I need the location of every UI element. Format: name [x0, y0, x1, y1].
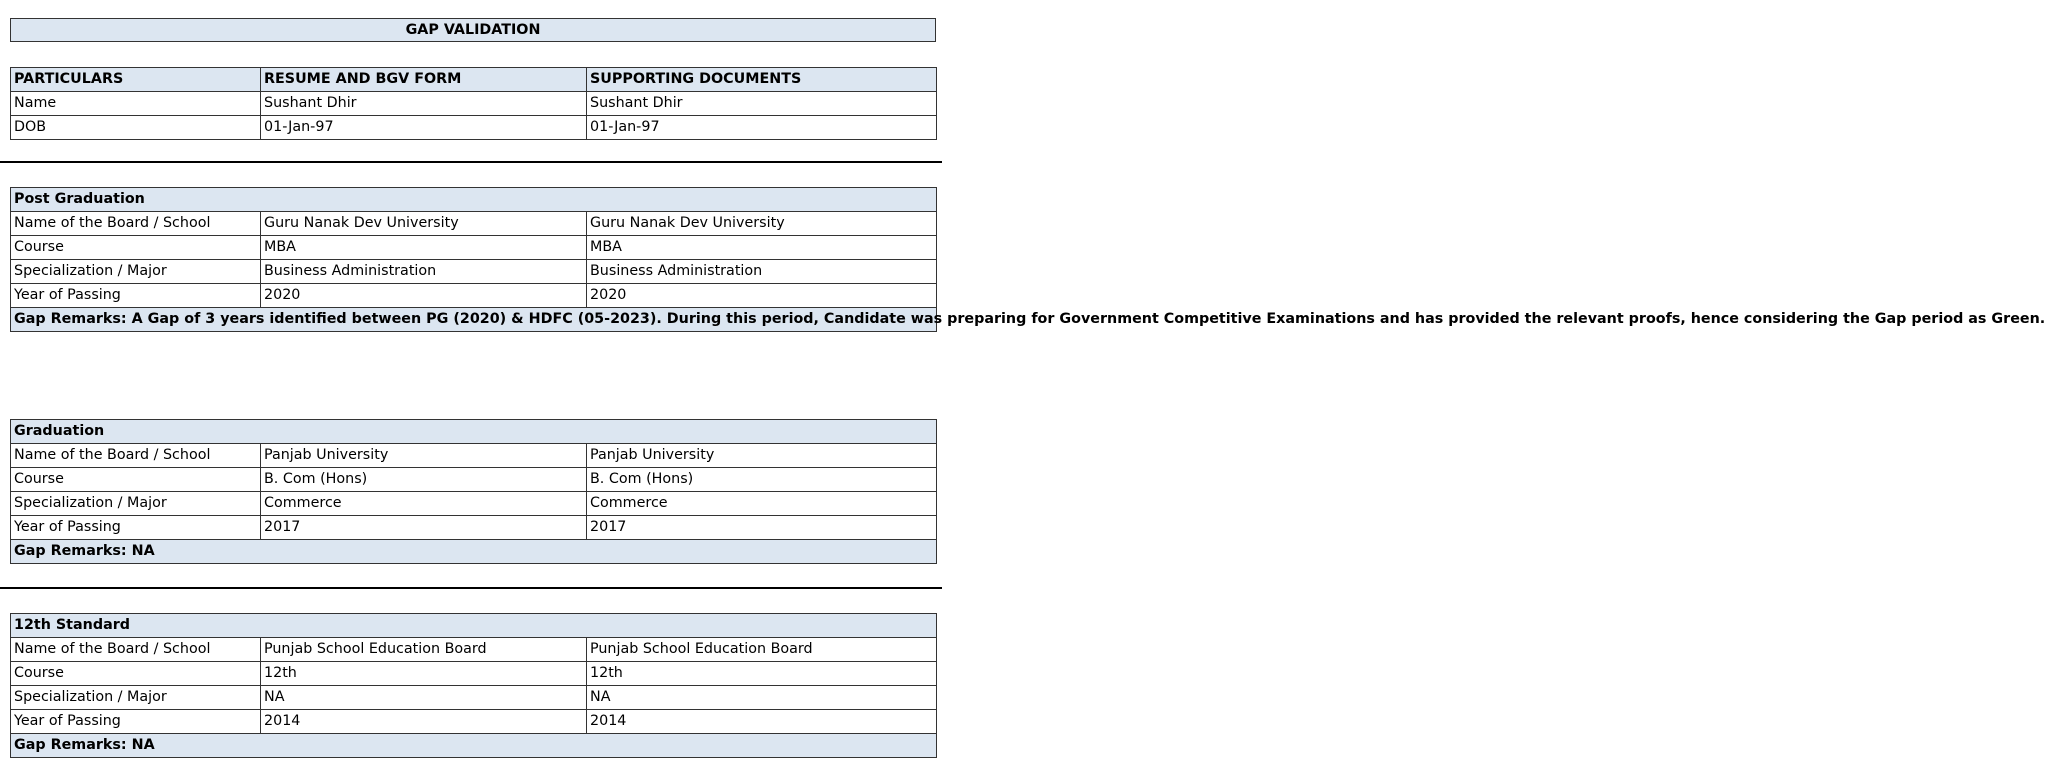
section-divider [0, 587, 942, 589]
table-row [11, 260, 937, 284]
resume-value: Sushant Dhir [261, 92, 587, 116]
table-row [11, 492, 937, 516]
table-row [11, 284, 937, 308]
section-heading: Graduation [11, 420, 937, 444]
table-row [11, 92, 937, 116]
supporting-value: Guru Nanak Dev University [587, 212, 937, 236]
supporting-value: Business Administration [587, 260, 937, 284]
row-label: Specialization / Major [11, 492, 261, 516]
supporting-value: 2020 [587, 284, 937, 308]
table-row [11, 710, 937, 734]
resume-value: 01-Jan-97 [261, 116, 587, 140]
resume-value: Punjab School Education Board [261, 638, 587, 662]
supporting-value: Panjab University [587, 444, 937, 468]
supporting-value: NA [587, 686, 937, 710]
column-header-supporting: SUPPORTING DOCUMENTS [587, 68, 937, 92]
post-graduation-block [10, 187, 2045, 332]
row-label: Name of the Board / School [11, 638, 261, 662]
row-label: Name of the Board / School [11, 444, 261, 468]
row-label: Specialization / Major [11, 260, 261, 284]
resume-value: NA [261, 686, 587, 710]
resume-value: 2014 [261, 710, 587, 734]
table-row [11, 662, 937, 686]
column-header-row [11, 68, 937, 92]
resume-value: 2020 [261, 284, 587, 308]
supporting-value: 2014 [587, 710, 937, 734]
section-divider [0, 161, 942, 163]
gap-remarks: Gap Remarks: NA [11, 734, 937, 758]
supporting-value: 12th [587, 662, 937, 686]
supporting-value: B. Com (Hons) [587, 468, 937, 492]
resume-value: Panjab University [261, 444, 587, 468]
supporting-value: Punjab School Education Board [587, 638, 937, 662]
supporting-value: 2017 [587, 516, 937, 540]
row-label: Course [11, 662, 261, 686]
table-row [11, 236, 937, 260]
supporting-value: MBA [587, 236, 937, 260]
resume-value: Business Administration [261, 260, 587, 284]
table-row [11, 116, 937, 140]
section-heading: 12th Standard [11, 614, 937, 638]
row-label: Name of the Board / School [11, 212, 261, 236]
graduation-table [10, 419, 937, 564]
resume-value: B. Com (Hons) [261, 468, 587, 492]
row-label: DOB [11, 116, 261, 140]
row-label: Year of Passing [11, 710, 261, 734]
section-heading: Post Graduation [11, 188, 937, 212]
table-row [11, 212, 937, 236]
resume-value: MBA [261, 236, 587, 260]
resume-value: Guru Nanak Dev University [261, 212, 587, 236]
row-label: Year of Passing [11, 284, 261, 308]
row-label: Specialization / Major [11, 686, 261, 710]
particulars-block [10, 67, 936, 140]
resume-value: 12th [261, 662, 587, 686]
gap-remarks: Gap Remarks: NA [11, 540, 937, 564]
graduation-block [10, 419, 936, 564]
twelfth-standard-block [10, 613, 936, 758]
particulars-table [10, 67, 937, 140]
page-title: GAP VALIDATION [10, 18, 936, 42]
resume-value: 2017 [261, 516, 587, 540]
table-row [11, 638, 937, 662]
twelfth-standard-table [10, 613, 937, 758]
row-label: Course [11, 236, 261, 260]
post-graduation-table [10, 187, 2045, 332]
table-row [11, 516, 937, 540]
row-label: Name [11, 92, 261, 116]
column-header-particulars: PARTICULARS [11, 68, 261, 92]
table-row [11, 468, 937, 492]
row-label: Year of Passing [11, 516, 261, 540]
supporting-value: Commerce [587, 492, 937, 516]
supporting-value: Sushant Dhir [587, 92, 937, 116]
supporting-value: 01-Jan-97 [587, 116, 937, 140]
gap-remarks: Gap Remarks: A Gap of 3 years identified between PG (2020) & HDFC (05-2023). During this period, Candidate was preparing for Government Competitive Examinations and has provided the relevant proofs, hence considering the Gap period as Green. [11, 308, 937, 332]
row-label: Course [11, 468, 261, 492]
column-header-resume: RESUME AND BGV FORM [261, 68, 587, 92]
table-row [11, 444, 937, 468]
resume-value: Commerce [261, 492, 587, 516]
table-row [11, 686, 937, 710]
